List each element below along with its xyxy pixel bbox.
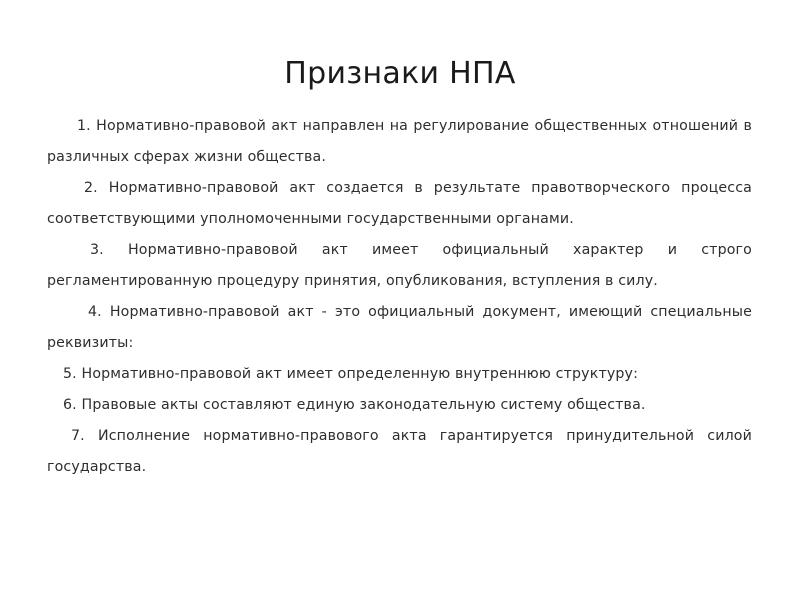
slide-body	[47, 111, 752, 483]
list-item-6: 6. Правовые акты составляют единую законодательную систему общества.	[63, 397, 646, 413]
list-item-3: 3. Нормативно-правовой акт имеет официальный характер и строго регламентированную процедуру принятия, опубликования, вступления в силу.	[47, 242, 752, 289]
list-item-7: 7. Исполнение нормативно-правового акта гарантируется принудительной силой государства.	[47, 428, 752, 475]
slide-title: Признаки НПА	[284, 56, 516, 91]
list-item-4: 4. Нормативно-правовой акт - это официальный документ, имеющий специальные реквизиты:	[47, 304, 752, 351]
list-item-2: 2. Нормативно-правовой акт создается в результате правотворческого процесса соответствующими уполномоченными государственными органами.	[47, 180, 752, 227]
list-item-5: 5. Нормативно-правовой акт имеет определенную внутреннюю структуру:	[63, 366, 639, 382]
list-item-1: 1. Нормативно-правовой акт направлен на регулирование общественных отношений в различных сферах жизни общества.	[47, 118, 752, 165]
